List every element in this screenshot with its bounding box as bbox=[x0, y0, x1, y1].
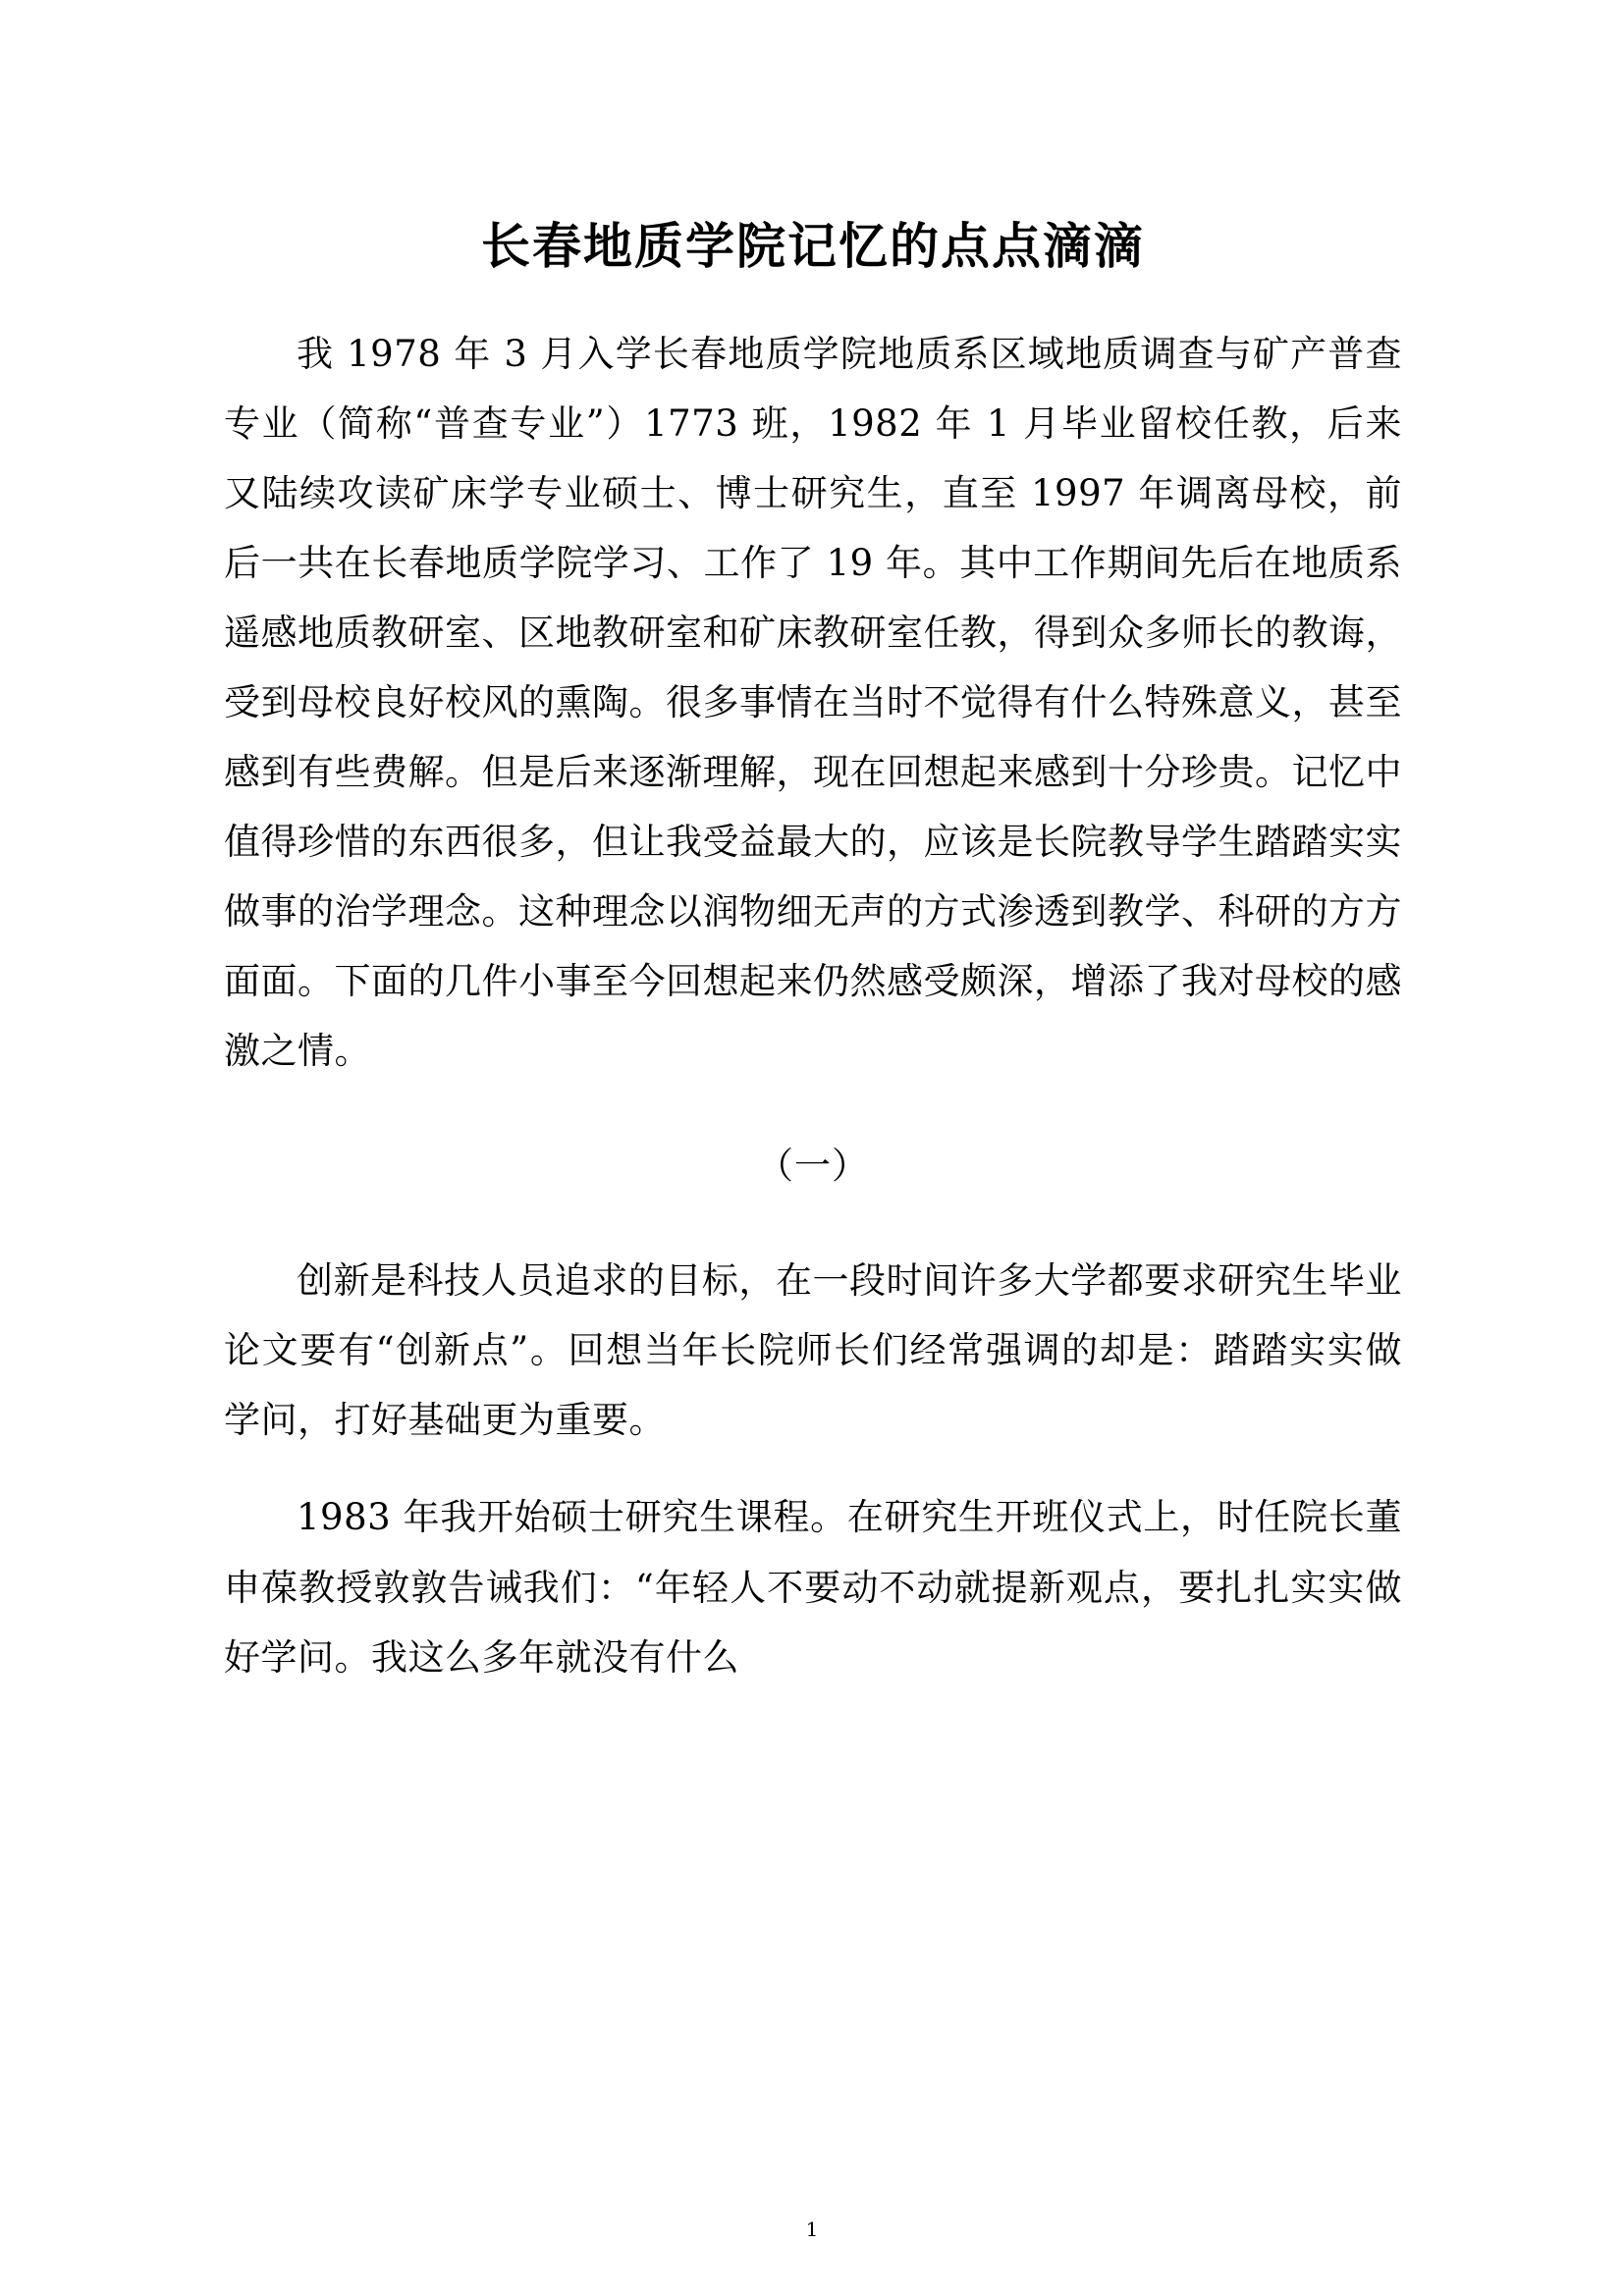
page-title: 长春地质学院记忆的点点滴滴 bbox=[481, 217, 1145, 275]
page-number: 1 bbox=[805, 2217, 819, 2241]
section-marker: （一） bbox=[757, 1145, 869, 1188]
paragraph-section-1: 创新是科技人员追求的目标，在一段时间许多大学都要求研究生毕业论文要有“创新点”。回想当年长院师长们经常强调的却是：踏踏实实做学问，打好基础更为重要。 bbox=[224, 1259, 1402, 1442]
page-content bbox=[224, 0, 1402, 1692]
paragraph-section-2: 1983 年我开始硕士研究生课程。在研究生开班仪式上，时任院长董申葆教授敦敦告诫我们：“年轻人不要动不动就提新观点，要扎扎实实做好学问。我这么多年就没有什么 bbox=[224, 1496, 1402, 1679]
paragraph-intro: 我 1978 年 3 月入学长春地质学院地质系区域地质调查与矿产普查专业（简称“普查专业”）1773 班，1982 年 1 月毕业留校任教，后来又陆续攻读矿床学专业硕士、博士研究生，直至 1997 年调离母校，前后一共在长春地质学院学习、工作了 19 年。其中工作期间先后在地质系遥感地质教研室、区地教研室和矿床教研室任教，得到众多师长的教诲，受到母校良好校风的熏陶。很多事情在当时不觉得有什么特殊意义，甚至感到有些费解。但是后来逐渐理解，现在回想起来感到十分珍贵。记忆中值得珍惜的东西很多，但让我受益最大的，应该是长院教导学生踏踏实实做事的治学理念。这种理念以润物细无声的方式渗透到教学、科研的方方面面。下面的几件小事至今回想起来仍然感受颇深，增添了我对母校的感激之情。 bbox=[224, 333, 1402, 1073]
